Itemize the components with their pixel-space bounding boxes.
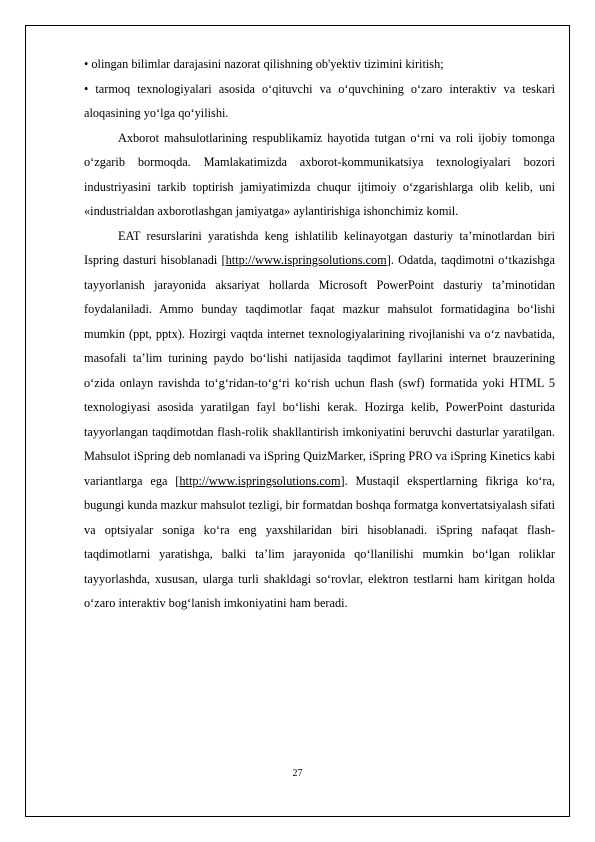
paragraph-2: [84, 224, 555, 616]
page-content: [84, 52, 555, 616]
bullet-item-2: • tarmoq texnologiyalari asosida o‘qituvchi va o‘quvchining o‘zaro interaktiv va teskari aloqasining yo‘lga qo‘yilishi.: [84, 81, 555, 120]
bullet-item-1: • olingan bilimlar darajasini nazorat qilishning ob'yektiv tizimini kiritish;: [84, 57, 444, 71]
paragraph-2-text-3: ]. Mustaqil ekspertlarning fikriga ko‘ra, bugungi kunda mazkur mahsulot tezligi, bir formatdan boshqa formatga konvertatsiyalash sifati va optsiyalar soniga ko‘ra eng yaxshilaridan biri hisoblanadi. iSpring nafaqat flash-taqdimotlarni yaratishga, balki ta’lim jarayonida qo‘llanilishi mumkin bo‘lgan roliklar tayyorlashda, xususan, ularga turli shakldagi so‘rovlar, elektron testlarni ham kiritgan holda o‘zaro interaktiv bog‘lanish imkoniyatini ham beradi.: [84, 473, 555, 610]
ispring-link-2[interactable]: http://www.ispringsolutions.com: [179, 473, 341, 488]
paragraph-2-text-2: ]. Odatda, taqdimotni o‘tkazishga tayyorlanish jarayonida aksariyat hollarda Microsoft PowerPoint dasturiy ta’minotidan foydalaniladi. Ammo bunday taqdimotlar faqat mazkur mahsulot formatidagina bo‘lishi mumkin (ppt, pptx). Hozirgi vaqtda internet texnologiyalarining rivojlanishi va o‘z navbatida, masofali ta’lim turining paydo bo‘lishi natijasida taqdimot fayllarini internet brauzerining o‘zida onlayn ravishda to‘g‘ridan-to‘g‘ri ko‘rish uchun flash (swf) formatida yoki HTML 5 texnologiyasi asosida yaratilgan fayl bo‘lishi kerak. Hozirga kelib, PowerPoint dasturida tayyorlangan taqdimotdan flash-rolik shakllantirish imkoniyatini beruvchi dasturlar yaratilgan. Mahsulot iSpring deb nomlanadi va iSpring QuizMarker, iSpring PRO va iSpring Kinetics kabi variantlarga ega [: [84, 253, 555, 488]
page-number: 27: [292, 768, 303, 779]
paragraph-2-text-1: EAT resurslarini yaratishda keng ishlatilib kelinayotgan dasturiy ta’minotlardan biri Ispring dasturi hisoblanadi [: [84, 228, 555, 267]
ispring-link-1[interactable]: http://www.ispringsolutions.com: [225, 253, 387, 267]
paragraph-1: Axborot mahsulotlarining respublikamiz hayotida tutgan o‘rni va roli ijobiy tomonga o‘zgarib bormoqda. Mamlakatimizda axborot-kommunikatsiya texnologiyalari bozori industriyasini tarkib toptirish jamiyatimizda chuqur ijtimoiy o‘zgarishlarga olib kelib, uni «industrialdan axborotlashgan jamiyatga» aylantirishiga ishonchimiz komil.: [84, 130, 555, 218]
